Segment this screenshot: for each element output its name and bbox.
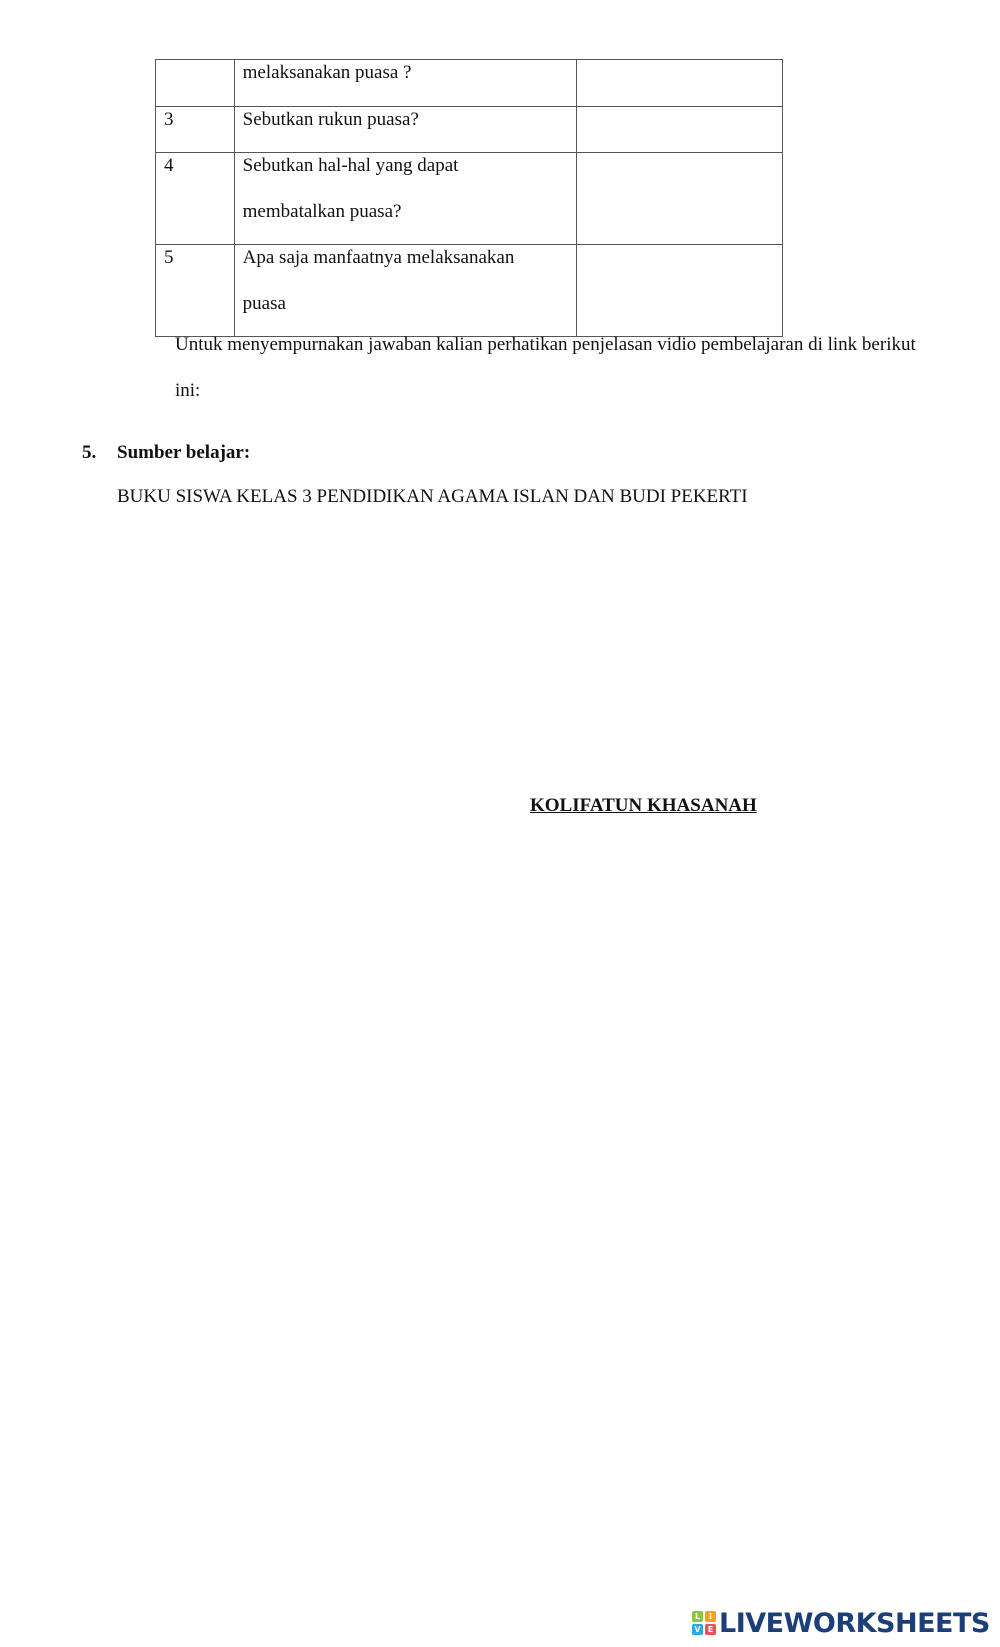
row-number-cell — [156, 60, 235, 107]
question-text: melaksanakan puasa ? — [242, 62, 412, 83]
author-signature-name: KOLIFATUN KHASANAH — [530, 795, 757, 816]
table-row — [156, 60, 783, 107]
logo-letter: V — [692, 1624, 703, 1635]
learning-source-text: BUKU SISWA KELAS 3 PENDIDIKAN AGAMA ISLAN DAN BUDI PEKERTI — [117, 486, 748, 507]
answer-cell[interactable] — [576, 245, 782, 337]
table-row — [156, 245, 783, 337]
row-number-cell: 4 — [156, 153, 235, 245]
section-title: Sumber belajar: — [117, 442, 251, 463]
question-text: puasa — [242, 292, 286, 314]
answer-cell[interactable] — [576, 60, 782, 107]
instruction-text: Untuk menyempurnakan jawaban kalian perhatikan penjelasan vidio pembelajaran di link berikut — [175, 334, 916, 355]
liveworksheets-wordmark: LIVEWORKSHEETS — [719, 1607, 990, 1639]
instruction-text-continued: ini: — [175, 380, 201, 401]
question-text: membatalkan puasa? — [242, 200, 402, 222]
question-table — [155, 59, 783, 337]
row-number-cell: 5 — [156, 245, 235, 337]
question-cell — [234, 153, 576, 245]
row-number-cell: 3 — [156, 106, 235, 153]
question-cell — [234, 60, 576, 107]
answer-cell[interactable] — [576, 153, 782, 245]
question-cell — [234, 245, 576, 337]
liveworksheets-mark-icon — [692, 1611, 716, 1635]
question-text: Apa saja manfaatnya melaksanakan — [242, 247, 515, 268]
section-number: 5. — [82, 442, 97, 463]
section-heading — [82, 440, 250, 465]
liveworksheets-logo — [692, 1608, 990, 1638]
table-row — [156, 153, 783, 245]
logo-letter: L — [692, 1611, 703, 1622]
question-cell — [234, 106, 576, 153]
logo-letter: E — [705, 1624, 716, 1635]
answer-cell[interactable] — [576, 106, 782, 153]
logo-letter: I — [705, 1611, 716, 1622]
question-text: Sebutkan rukun puasa? — [242, 108, 419, 130]
question-text: Sebutkan hal-hal yang dapat — [242, 155, 459, 176]
table-row — [156, 106, 783, 153]
